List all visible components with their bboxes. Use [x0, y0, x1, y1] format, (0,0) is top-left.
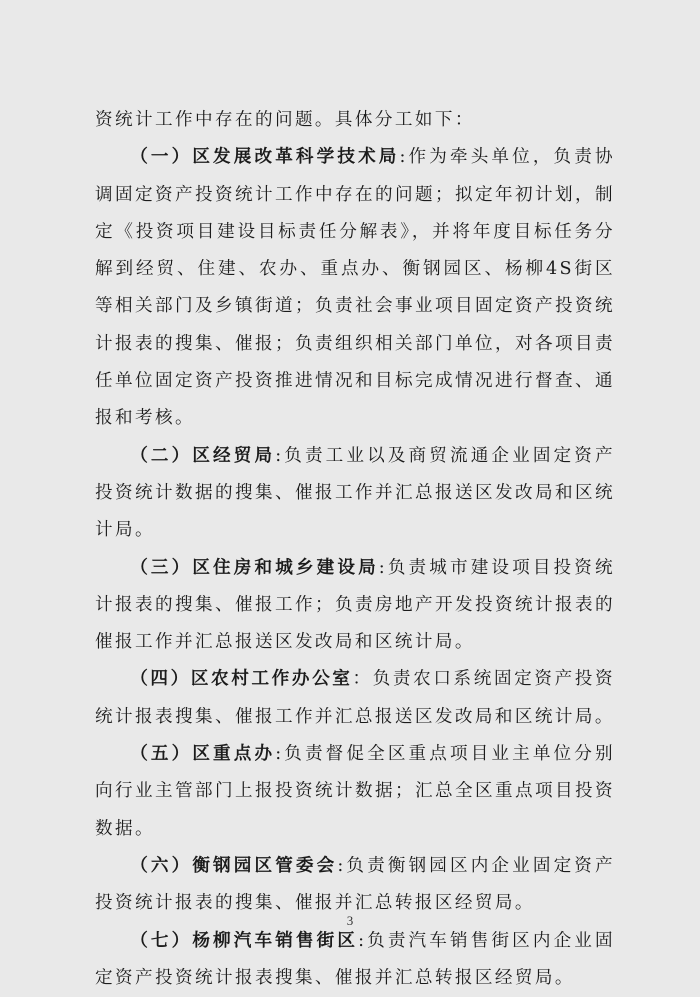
department-heading: （五）区重点办 — [130, 744, 276, 765]
item-paragraph-7 — [95, 923, 615, 997]
item-paragraph-3 — [95, 550, 615, 662]
opening-paragraph: 资统计工作中存在的问题。具体分工如下： — [95, 110, 475, 130]
department-duties: ：负责农口系统固定资产投资统计报表搜集、催报工作并汇总报送区发改局和区统计局。 — [95, 669, 616, 727]
department-heading: （二）区经贸局 — [130, 445, 276, 466]
department-duties: :负责汽车销售街区内企业固定资产投资统计报表搜集、催报并汇总转报区经贸局。 — [95, 930, 615, 988]
department-heading: （七）杨柳汽车销售街区 — [130, 930, 359, 951]
page-number: 3 — [346, 913, 354, 928]
department-duties: :负责工业以及商贸流通企业固定资产投资统计数据的搜集、催报工作并汇总报送区发改局和区统计局。 — [95, 445, 615, 541]
item-paragraph-4 — [95, 661, 615, 736]
department-duties: :负责衡钢园区内企业固定资产投资统计报表的搜集、催报并汇总转报区经贸局。 — [95, 855, 615, 914]
item-paragraph-6 — [95, 848, 615, 923]
department-heading: （三）区住房和城乡建设局 — [130, 557, 379, 578]
department-duties: :负责城市建设项目投资统计报表的搜集、催报工作；负责房地产开发投资统计报表的催报工作并汇总报送区发改局和区统计局。 — [95, 557, 615, 653]
department-heading: （六）衡钢园区管委会 — [130, 855, 338, 876]
department-duties: :负责督促全区重点项目业主单位分别向行业主管部门上报投资统计数据；汇总全区重点项目投资数据。 — [95, 744, 615, 839]
department-heading: （四）区农村工作办公室 — [130, 669, 353, 690]
item-paragraph-5 — [95, 736, 615, 848]
department-heading: （一）区发展改革科学技术局 — [130, 147, 400, 168]
department-duties: :作为牵头单位，负责协调固定资产投资统计工作中存在的问题；拟定年初计划，制定《投资项目建设目标责任分解表》，并将年度目标任务分解到经贸、住建、农办、重点办、衡钢园区、杨柳4S街区等相关部门及乡镇街道；负责社会事业项目固定资产投资统计报表的搜集、催报；负责组织相关部门单位，对各项目责任单位固定资产投资推进情况和目标完成情况进行督查、通报和考核。 — [95, 147, 615, 429]
document-body — [95, 102, 615, 997]
item-paragraph-2 — [95, 438, 615, 550]
item-paragraph-1 — [95, 139, 615, 437]
